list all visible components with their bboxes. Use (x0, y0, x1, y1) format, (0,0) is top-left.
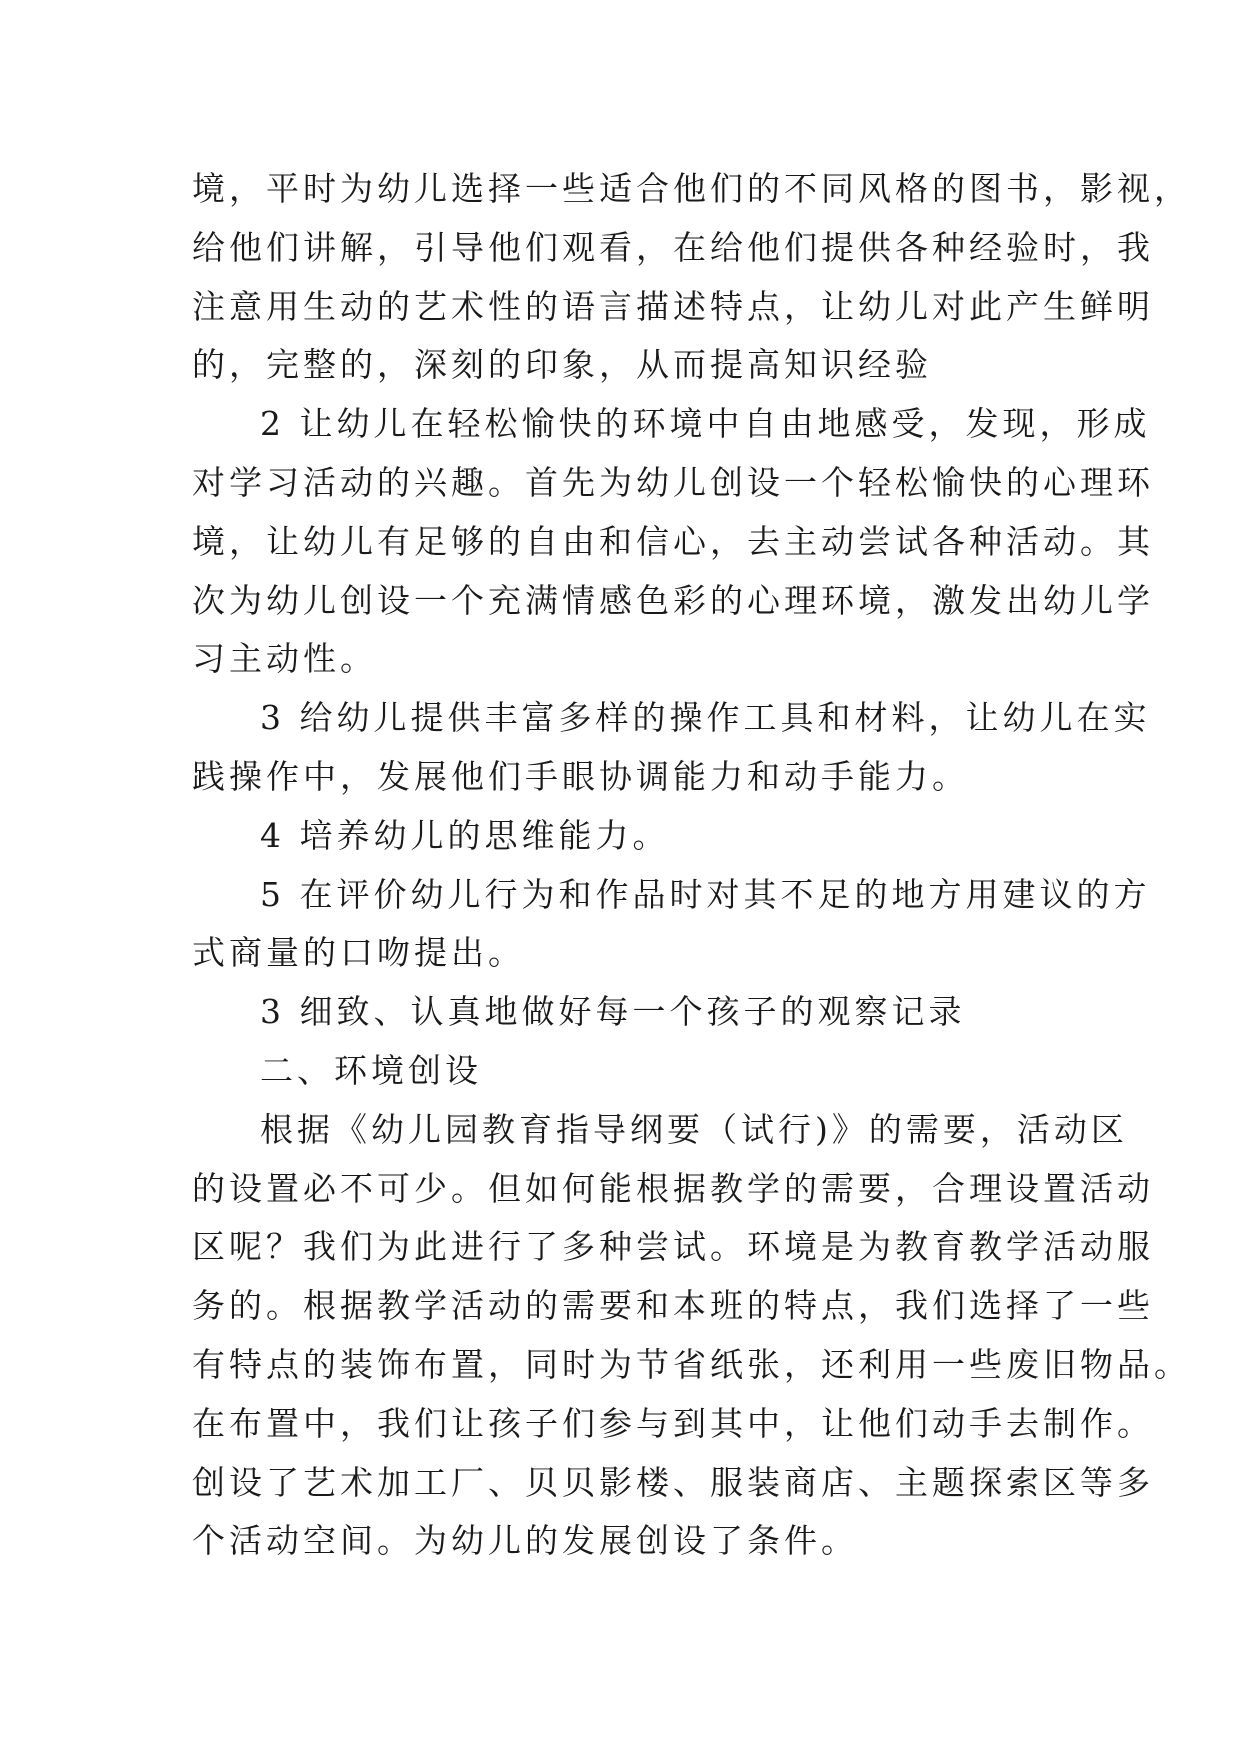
text-line: 的设置必不可少。但如何能根据教学的需要，合理设置活动 (192, 1168, 1154, 1208)
paragraph-item-2-start: 2 让幼儿在轻松愉快的环境中自由地感受，发现，形成 (260, 404, 1151, 444)
text-line: 境，平时为幼儿选择一些适合他们的不同风格的图书，影视， (192, 169, 1191, 208)
text-line: 的，完整的，深刻的印象，从而提高知识经验 (192, 345, 932, 385)
text-line: 给他们讲解，引导他们观看，在给他们提供各种经验时，我 (192, 227, 1154, 267)
text-line: 践操作中，发展他们手眼协调能力和动手能力。 (192, 756, 969, 796)
text-line: 个活动空间。为幼儿的发展创设了条件。 (192, 1521, 858, 1561)
text-line: 境，让幼儿有足够的自由和信心，去主动尝试各种活动。其 (192, 521, 1154, 561)
paragraph-environment-start: 根据《幼儿园教育指导纲要（试行)》的需要，活动区 (260, 1109, 1128, 1149)
text-line: 对学习活动的兴趣。首先为幼儿创设一个轻松愉快的心理环 (192, 462, 1154, 502)
paragraph-observation-record: 3 细致、认真地做好每一个孩子的观察记录 (260, 992, 966, 1032)
text-line: 次为幼儿创设一个充满情感色彩的心理环境，激发出幼儿学 (192, 580, 1154, 620)
text-line: 有特点的装饰布置，同时为节省纸张，还利用一些废旧物品。 (192, 1344, 1191, 1384)
text-line: 在布置中，我们让孩子们参与到其中，让他们动手去制作。 (192, 1403, 1154, 1443)
document-body (192, 160, 1191, 1571)
section-heading-environment: 二、环境创设 (260, 1050, 482, 1090)
text-line: 注意用生动的艺术性的语言描述特点，让幼儿对此产生鲜明 (192, 286, 1154, 326)
paragraph-item-5-start: 5 在评价幼儿行为和作品时对其不足的地方用建议的方 (260, 874, 1151, 914)
text-line: 创设了艺术加工厂、贝贝影楼、服装商店、主题探索区等多 (192, 1462, 1154, 1502)
text-line: 式商量的口吻提出。 (192, 933, 525, 973)
text-line: 区呢？我们为此进行了多种尝试。环境是为教育教学活动服 (192, 1227, 1154, 1267)
paragraph-item-3-start: 3 给幼儿提供丰富多样的操作工具和材料，让幼儿在实 (260, 698, 1151, 738)
paragraph-item-4: 4 培养幼儿的思维能力。 (260, 815, 670, 855)
text-line: 务的。根据教学活动的需要和本班的特点，我们选择了一些 (192, 1286, 1154, 1326)
text-line: 习主动性。 (192, 639, 377, 679)
